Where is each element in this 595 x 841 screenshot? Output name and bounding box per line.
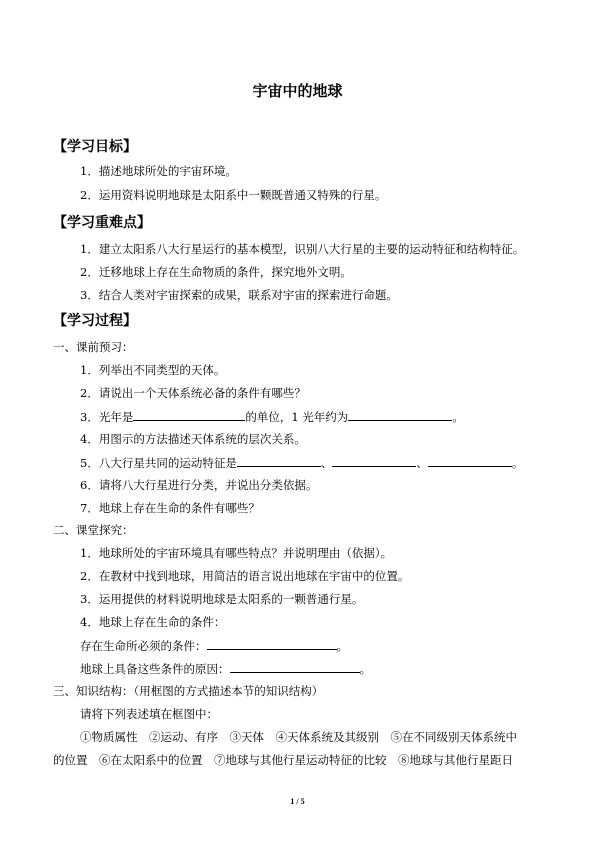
subsection-class-explore: 二、课堂探究： <box>53 523 134 537</box>
question-text: 地球上具备这些条件的原因： <box>80 662 230 676</box>
answer-blank[interactable] <box>332 455 416 467</box>
question-item: 4．地球上存在生命的条件： <box>80 615 226 629</box>
key-point-item: 3．结合人类对宇宙探索的成果，联系对宇宙的探索进行命题。 <box>80 288 398 302</box>
page-title: 宇宙中的地球 <box>252 82 343 100</box>
section-heading-process: 【学习过程】 <box>53 313 137 329</box>
question-item: 2．请说出一个天体系统必备的条件有哪些？ <box>80 386 306 400</box>
question-item-with-blanks <box>80 638 348 653</box>
question-text: 。 <box>336 639 348 653</box>
knowledge-list-line: 的位置 ⑥在太阳系中的位置 ⑦地球与其他行星运动特征的比较 ⑧地球与其他行星距日 <box>53 753 513 767</box>
question-text: 3．光年是 <box>80 410 134 424</box>
question-text: 。 <box>359 662 371 676</box>
question-item-with-blanks <box>80 455 523 470</box>
knowledge-list-line: ①物质属性 ②运动、有序 ③天体 ④天体系统及其级别 ⑤在不同级别天体系统中 <box>80 730 517 744</box>
question-item: 6．请将八大行星进行分类，并说出分类依据。 <box>80 478 318 492</box>
answer-blank[interactable] <box>237 455 321 467</box>
question-text: 存在生命所必须的条件： <box>80 639 207 653</box>
question-text: 的单位，1 光年约为 <box>245 410 349 424</box>
question-item-with-blanks <box>80 661 371 676</box>
section-heading-key-points: 【学习重难点】 <box>53 215 151 231</box>
answer-blank[interactable] <box>230 661 360 673</box>
question-item: 7．地球上存在生命的条件有哪些？ <box>80 501 260 515</box>
question-item: 1．地球所处的宇宙环境具有哪些特点？并说明理由（依据）。 <box>80 546 393 560</box>
section-heading-goals: 【学习目标】 <box>53 139 137 155</box>
question-item-with-blanks <box>80 409 464 424</box>
question-text: 、 <box>416 456 428 470</box>
question-item: 3．运用提供的材料说明地球是太阳系的一颗普通行星。 <box>80 592 364 606</box>
question-text: 。 <box>452 410 464 424</box>
question-item: 4．用图示的方法描述天体系统的层次关系。 <box>80 432 306 446</box>
question-text: 。 <box>511 456 524 470</box>
answer-blank[interactable] <box>428 455 512 467</box>
question-item: 1．列举出不同类型的天体。 <box>80 363 226 377</box>
key-point-item: 1．建立太阳系八大行星运行的基本模型，识别八大行星的主要的运动特征和结构特征。 <box>80 242 525 256</box>
question-item: 2．在教材中找到地球，用简洁的语言说出地球在宇宙中的位置。 <box>80 569 410 583</box>
key-point-item: 2．迁移地球上存在生命物质的条件，探究地外文明。 <box>80 265 352 279</box>
question-text: 5．八大行星共同的运动特征是 <box>80 456 237 470</box>
page-number: 1 / 5 <box>290 797 305 806</box>
answer-blank[interactable] <box>348 409 452 421</box>
subsection-knowledge: 三、知识结构：（用框图的方式描述本节的知识结构） <box>53 684 324 698</box>
instruction-text: 请将下列表述填在框图中： <box>80 707 218 721</box>
answer-blank[interactable] <box>133 409 245 421</box>
goal-item: 2．运用资料说明地球是太阳系中一颗既普通又特殊的行星。 <box>80 188 387 202</box>
goal-item: 1．描述地球所处的宇宙环境。 <box>80 164 237 178</box>
subsection-pre-study: 一、课前预习： <box>53 340 134 354</box>
answer-blank[interactable] <box>207 638 337 650</box>
question-text: 、 <box>320 456 333 470</box>
